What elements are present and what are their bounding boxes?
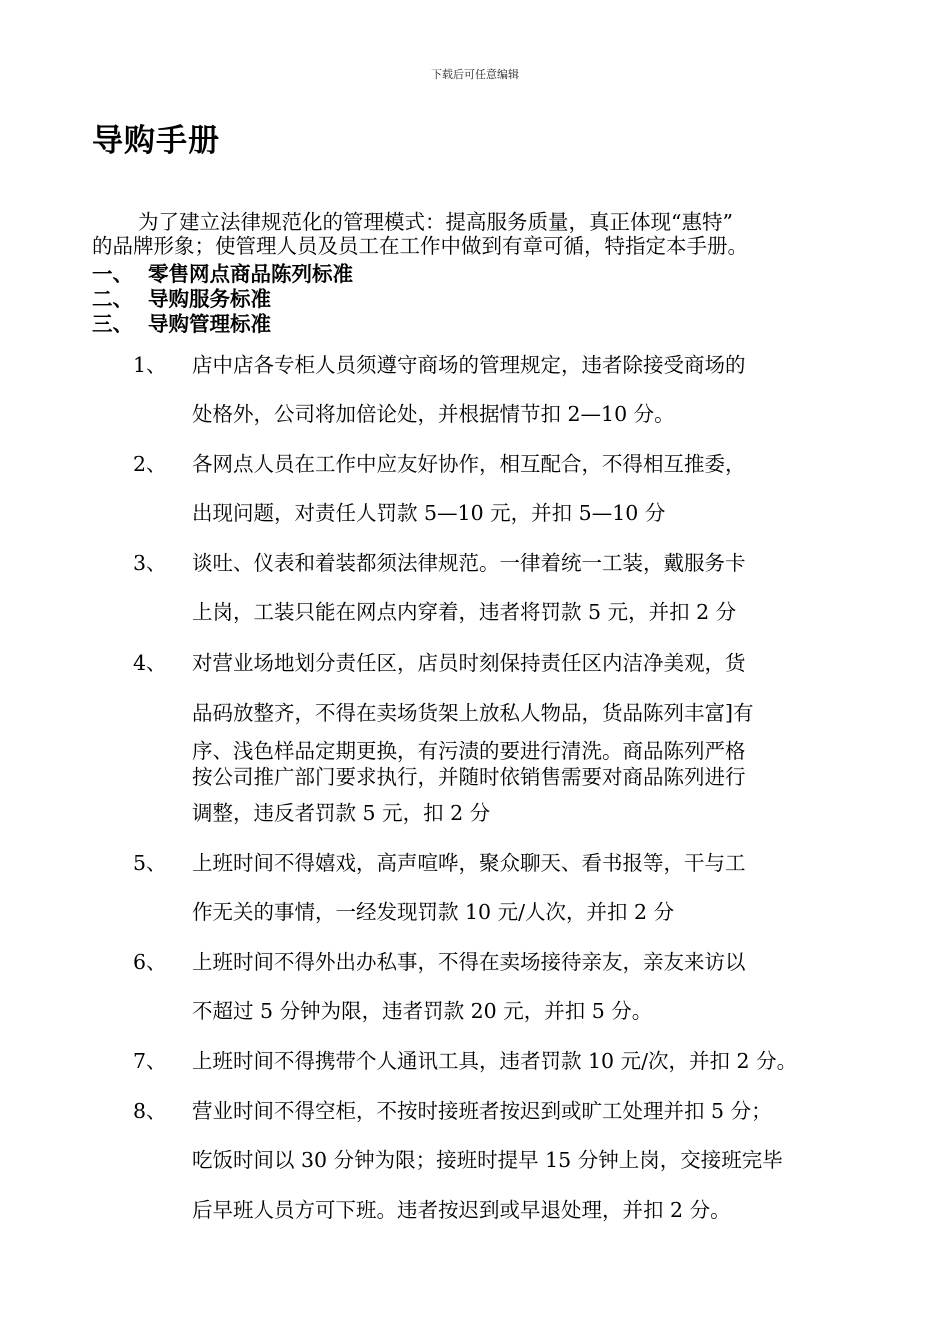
intro-line: 的品牌形象；使管理人员及员工在工作中做到有章可循，特指定本手册。 bbox=[92, 234, 748, 258]
section-label: 零售网点商品陈列标准 bbox=[148, 262, 353, 286]
section-number: 二、 bbox=[92, 287, 133, 311]
rule-line: 调整，违反者罚款 5 元，扣 2 分 bbox=[192, 801, 491, 825]
rule-number: 8、 bbox=[133, 1099, 167, 1123]
rule-number: 1、 bbox=[133, 353, 167, 377]
section-label: 导购管理标准 bbox=[148, 312, 271, 336]
intro-paragraph bbox=[92, 210, 862, 258]
section-label: 导购服务标准 bbox=[148, 287, 271, 311]
page-title: 导购手册 bbox=[92, 123, 220, 159]
intro-line: 为了建立法律规范化的管理模式：提高服务质量，真正体现“惠特” bbox=[138, 210, 733, 234]
rule-line: 谈吐、仪表和着装都须法律规范。一律着统一工装，戴服务卡 bbox=[192, 551, 746, 575]
rule-number: 5、 bbox=[133, 851, 167, 875]
rule-number: 4、 bbox=[133, 651, 167, 675]
rule-line: 上班时间不得携带个人通讯工具，违者罚款 10 元/次，并扣 2 分。 bbox=[192, 1049, 798, 1073]
section-heading-2 bbox=[92, 287, 271, 311]
rule-line: 序、浅色样品定期更换，有污渍的要进行清洗。商品陈列严格 bbox=[192, 739, 746, 763]
rule-number: 6、 bbox=[133, 950, 167, 974]
rule-line: 上岗，工装只能在网点内穿着，违者将罚款 5 元，并扣 2 分 bbox=[192, 600, 737, 624]
rule-line: 品码放整齐，不得在卖场货架上放私人物品，货品陈列丰富]有 bbox=[192, 701, 754, 725]
rule-line: 对营业场地划分责任区，店员时刻保持责任区内洁净美观，货 bbox=[192, 651, 746, 675]
rule-line: 营业时间不得空柜，不按时接班者按迟到或旷工处理并扣 5 分； bbox=[192, 1099, 772, 1123]
rule-line: 后早班人员方可下班。违者按迟到或早退处理，并扣 2 分。 bbox=[192, 1198, 731, 1222]
rule-line: 处格外，公司将加倍论处，并根据情节扣 2—10 分。 bbox=[192, 402, 675, 426]
rule-number: 3、 bbox=[133, 551, 167, 575]
rule-line: 吃饭时间以 30 分钟为限；接班时提早 15 分钟上岗，交接班完毕 bbox=[192, 1148, 783, 1172]
section-number: 三、 bbox=[92, 312, 133, 336]
section-heading-3 bbox=[92, 312, 271, 336]
rule-number: 7、 bbox=[133, 1049, 167, 1073]
page-header: 下载后可任意编辑 bbox=[431, 68, 519, 81]
rule-line: 上班时间不得外出办私事，不得在卖场接待亲友，亲友来访以 bbox=[192, 950, 746, 974]
rule-line: 出现问题，对责任人罚款 5—10 元，并扣 5—10 分 bbox=[192, 501, 666, 525]
rule-line: 作无关的事情，一经发现罚款 10 元/人次，并扣 2 分 bbox=[192, 900, 675, 924]
rule-line: 店中店各专柜人员须遵守商场的管理规定，违者除接受商场的 bbox=[192, 353, 746, 377]
rule-number: 2、 bbox=[133, 452, 167, 476]
section-number: 一、 bbox=[92, 262, 133, 286]
section-heading-1 bbox=[92, 262, 353, 286]
rule-line: 上班时间不得嬉戏，高声喧哗，聚众聊天、看书报等，干与工 bbox=[192, 851, 746, 875]
rule-line: 各网点人员在工作中应友好协作，相互配合，不得相互推委， bbox=[192, 452, 746, 476]
rule-line: 不超过 5 分钟为限，违者罚款 20 元，并扣 5 分。 bbox=[192, 999, 653, 1023]
rule-line: 按公司推广部门要求执行，并随时依销售需要对商品陈列进行 bbox=[192, 765, 746, 789]
